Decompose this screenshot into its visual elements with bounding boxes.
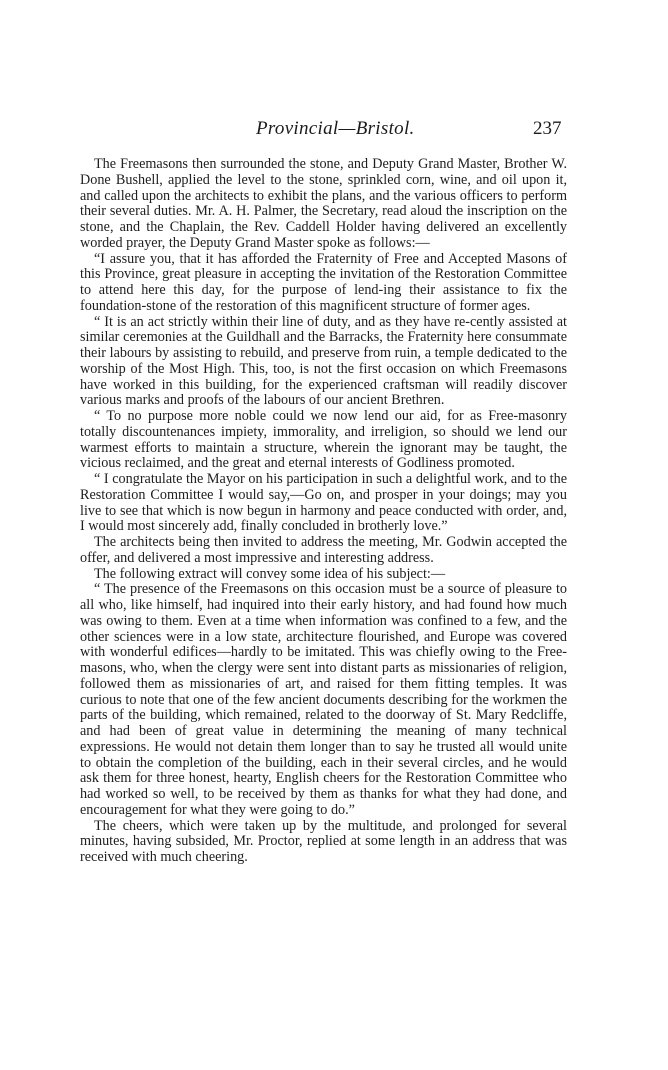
paragraph-cheers: The cheers, which were taken up by the multitude, and prolonged for several minutes, having subsided, Mr. Proctor, replied at some length in an address that was received with much cheering. (80, 817, 567, 865)
page-number: 237 (533, 118, 562, 139)
paragraph-speech-duty: “ It is an act strictly within their line of duty, and as they have re-cently assisted at similar ceremonies at the Guildhall and the Barracks, the Fraternity here consummate their labours by assisting to rebuild, and preserve from ruin, a temple dedicated to the worship of the Most High. This, too, is not the first occasion on which Freemasons have worked in this building, for the experienced craftsman will readily discover various marks and proofs of the labours of our ancient Brethren. (80, 313, 567, 409)
paragraph-architects-invited: The architects being then invited to address the meeting, Mr. Godwin accepted the offer, and delivered a most impressive and interesting address. (80, 534, 567, 566)
paragraph-speech-opening: “I assure you, that it has afforded the Fraternity of Free and Accepted Masons of this Province, great pleasure in accepting the invitation of the Restoration Committee to attend here this day, for the purpose of lend-ing their assistance to fix the foundation-stone of the restoration of this magnificent structure of former ages. (80, 250, 567, 314)
paragraph-godwin-extract: “ The presence of the Freemasons on this occasion must be a source of pleasure to all who, like himself, had inquired into their early history, and had found how much was owing to them. Even at a time when information was confined to a few, and the other sciences were in a low state, architecture flourished, and Europe was covered with wonderful edifices—hardly to be imitated. This was chiefly owing to the Free-masons, who, when the clergy were sent into distant parts as missionaries of religion, followed them as missionaries of art, and raised for them fitting temples. It was curious to note that one of the few ancient documents describing for the workmen the parts of the building, which remained, related to the doorway of St. Mary Redcliffe, and had been of great value in determining the meaning of many technical expressions. He would not detain them longer than to say he trusted all would unite to obtain the completion of the building, each in their several circles, and he would ask them for three honest, hearty, English cheers for the Restoration Committee who had worked so well, to be received by them as thanks for what they had done, and encouragement for what they were going to do.” (80, 581, 567, 818)
paragraph-extract-intro: The following extract will convey some idea of his subject:— (94, 565, 446, 582)
paragraph-ceremony: The Freemasons then surrounded the stone, and Deputy Grand Master, Brother W. Done Bushell, applied the level to the stone, sprinkled corn, wine, and oil upon it, and called upon the architects to exhibit the plans, and the various officers to perform their several duties. Mr. A. H. Palmer, the Secretary, read aloud the inscription on the stone, and the Chaplain, the Rev. Caddell Holder having delivered an excellently worded prayer, the Deputy Grand Master spoke as follows:— (80, 156, 567, 251)
paragraph-speech-purpose: “ To no purpose more noble could we now lend our aid, for as Free-masonry totally discountenances impiety, immorality, and irreligion, so should we lend our warmest efforts to maintain a structure, wherein the ignorant may be taught, the vicious reclaimed, and the great and eternal interests of Godliness promoted. (80, 408, 567, 472)
running-head (0, 118, 668, 142)
paragraph-speech-congratulation: “ I congratulate the Mayor on his participation in such a delightful work, and to the Restoration Committee I would say,—Go on, and prosper in your doings; may you live to see that which is now begun in harmony and peace conducted with order, and, I would most sincerely add, finally concluded in brotherly love.” (80, 471, 567, 535)
body-text (80, 157, 567, 866)
running-title: Provincial—Bristol. (256, 118, 415, 139)
